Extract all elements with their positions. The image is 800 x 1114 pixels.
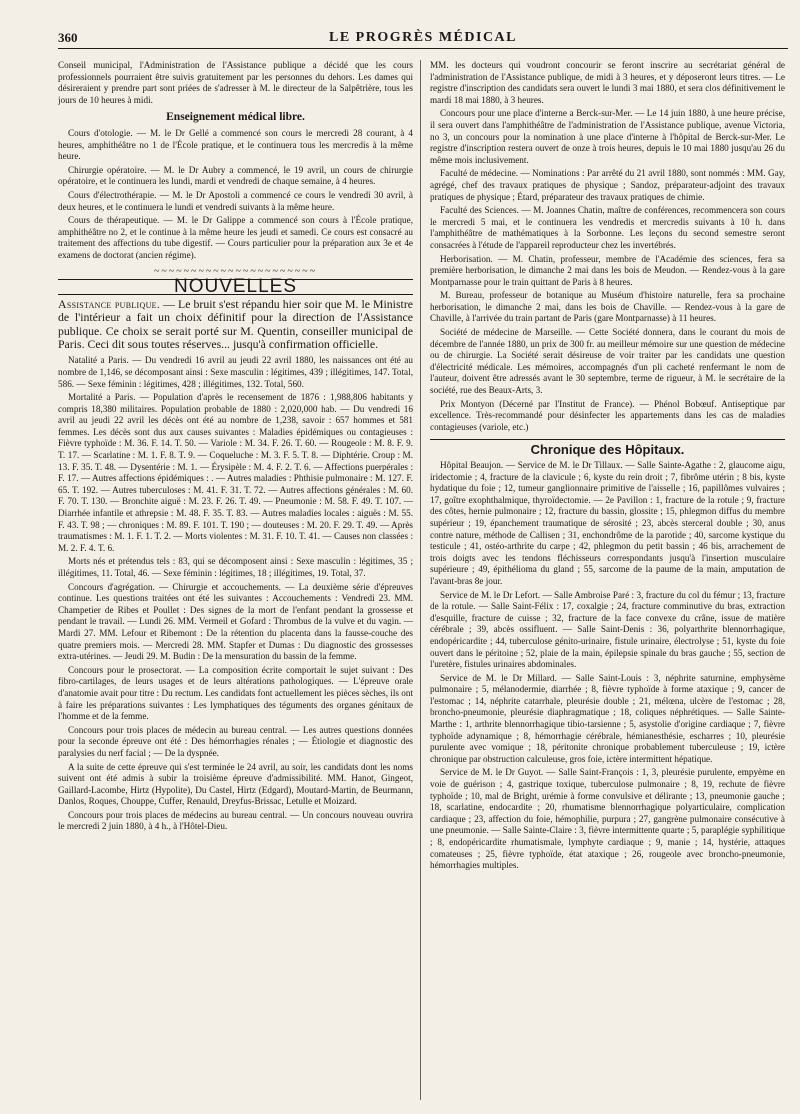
lead-label: Assistance publique.	[58, 296, 161, 311]
enseignement-title: Enseignement médical libre.	[166, 111, 305, 124]
right-paragraph: Société de médecine de Marseille. — Cette Société donnera, dans le courant du mois de décembre de l'année 1880, un prix de 300 fr. au meilleur mémoire sur une question de médecine ou de chirurgie. La Société serait désireuse de voir traiter par les candidats une question d'électricité médicale. Les mémoires, accompagnés d'un pli cacheté renfermant le nom de l'auteur, doivent être adressés avant le 30 septembre, terme de rigueur, à M. le secrétaire de la société, rue des Beaux-Arts, 3.	[430, 327, 785, 396]
chronique-paragraph: Service de M. le Dr Millard. — Salle Saint-Louis : 3, néphrite saturnine, emphysème pulmonaire ; 5, mélanodermie, diarrhée ; 8, fièvre typhoïde à forme ataxique ; 9, cancer de l'estomac ; 14, néphrite catarrhale, pleurésie double ; 21, mélœna, ulcère de l'estomac ; 28, broncho-pneumonie, pleurésie diaphragmatique ; 18, coliques néphrétiques. — Salle Sainte-Marthe : 1, arthrite blennorrhagique tibio-tarsienne ; 5, asystolie d'origine cardiaque ; 7, fièvre typhoïde adynamique ; 8, hémorrhagie cérébrale, hémianesthésie, escharres ; 10, pleurésie purulente avec vomique ; 18, péritonite chronique probablement tuberculeuse ; 19, ictère chronique par obstruction calculeuse, gros foie, ictère intermittent hépatique.	[430, 672, 785, 764]
enseignement-paragraph: Cours d'otologie. — M. le Dr Gellé a commencé son cours le mercredi 28 courant, à 4 heures, amphithéâtre no 1 de l'École pratique, et le continuera tous les mercredis à la même heure.	[58, 127, 413, 162]
right-paragraph: M. Bureau, professeur de botanique au Muséum d'histoire naturelle, fera sa prochaine herborisation, le dimanche 2 mai, dans les bois de Chaville. — Rendez-vous à la gare de Chaville, à l'arrivée du train partant de Paris (gare Montparnasse) à 11 heures.	[430, 290, 785, 324]
page-header	[58, 30, 788, 49]
right-paragraph: Faculté des Sciences. — M. Joannes Chatin, maître de conférences, recommencera son cours le mercredi 5 mai, et le continuera les vendredis et mercredis suivants à 10 h. dans l'amphithéâtre de mathématiques à la Sorbonne. Les leçons du second semestre seront consacrées à l'étude de l'appareil reproducteur chez les invertébrés.	[430, 205, 785, 250]
column-divider	[420, 60, 421, 1100]
nouvelles-paragraph: Natalité a Paris. — Du vendredi 16 avril au jeudi 22 avril 1880, les naissances ont été au nombre de 1,146, se décomposant ainsi : Sexe masculin : légitimes, 439 ; illégitimes, 147. Total, 586. — Sexe féminin : légitimes, 428 ; illégitimes, 132. Total, 560.	[58, 355, 413, 389]
nouvelles-paragraph: A la suite de cette épreuve qui s'est terminée le 24 avril, au soir, les candidats dont les noms suivent ont été admis à subir la troisième épreuve d'admissibilité. MM. Hanot, Gingeot, Gaillard-Lacombe, Hirtz (Hypolite), Du Castel, Hirtz (Edgard), Moutard-Martin, de Beurmann, Danlos, Roques, Chouppe, Cuffer, Renauld, Dreyfus-Brissac, Letulle et Moizard.	[58, 761, 413, 807]
left-column	[58, 60, 413, 1100]
section-ornament: ~~~~~~~~~~~~~~~~~~~~~~	[153, 265, 318, 277]
nouvelles-paragraph: Concours pour trois places de médecin au bureau central. — Les autres questions données pour la seconde épreuve ont été : Des hémorrhagies rénales ; — Étiologie et diagnostic des paralysies du nerf facial ; — De la dyspnée.	[58, 724, 413, 758]
chronique-title: Chronique des Hôpitaux.	[430, 439, 785, 456]
enseignement-paragraph: Chirurgie opératoire. — M. le Dr Aubry a commencé, le 19 avril, un cours de chirurgie opératoire, et le continuera les lundi, mardi et vendredi de chaque semaine, à 4 heures.	[58, 164, 413, 187]
right-column	[430, 60, 785, 1100]
right-paragraph: Prix Montyon (Décerné par l'Institut de France). — Phénol Bobœuf. Antiseptique par excellence. Très-recommandé pour désinfecter les appartements dans les cas de maladies contagieuses (variole, etc.)	[430, 398, 785, 432]
lead-text: — Le bruit s'est répandu hier soir que M. le Ministre de l'intérieur a fait un choix définitif pour la direction de l'Assistance publique. Ce choix se serait porté sur M. Quentin, conseiller municipal de Paris. Ceci dit sous toutes réserves... jusqu'à confirmation officielle.	[58, 296, 413, 351]
page-number: 360	[58, 30, 78, 45]
intro-paragraph: Conseil municipal, l'Administration de l'Assistance publique a décidé que les cours professionnels pourraient être suivis gratuitement par les personnes du dehors. Les dames qui désireraient y prendre part sont priées de s'adresser à M. le directeur de la Salpêtrière, tous les jours de 10 heures à midi.	[58, 60, 413, 105]
right-paragraph: MM. les docteurs qui voudront concourir se feront inscrire au secrétariat général de l'administration de l'Assistance publique, de midi à 3 heures, et y déposeront leurs titres. — Le registre d'inscription des candidats sera ouvert le lundi 3 mai 1880, et sera clos définitivement le mardi 18 mai 1880, à 3 heures.	[430, 60, 785, 105]
nouvelles-title: NOUVELLES	[58, 279, 413, 295]
enseignement-paragraph: Cours de thérapeutique. — M. le Dr Galippe a commencé son cours à l'École pratique, amphithéâtre no 2, et le continue à la même heure les jeudi et samedi. Ce cours est consacré au traitement des affections du tube digestif. — Cours particulier pour la préparation aux 3e et 4e examens de doctorat (ancien régime).	[58, 215, 413, 260]
right-paragraph: Faculté de médecine. — Nominations : Par arrêté du 21 avril 1880, sont nommés : MM. Gay, agrégé, chef des travaux pratiques de physique ; Sandoz, préparateur-adjoint des travaux pratiques de physique ; Étard, préparateur des travaux pratiques de chimie.	[430, 168, 785, 202]
journal-title: LE PROGRÈS MÉDICAL	[328, 30, 518, 45]
nouvelles-paragraph: Concours pour le prosectorat. — La composition écrite comportait le sujet suivant : Des fibro-cartilages, de leurs usages et de leurs altérations pathologiques. — L'épreuve orale d'anatomie avait pour titre : Du rectum. Les candidats font actuellement les pièces sèches, ils ont à faire les préparations suivantes : Les lymphatiques des téguments des organes génitaux de l'homme et de la femme.	[58, 664, 413, 722]
nouvelles-paragraph: Concours d'agrégation. — Chirurgie et accouchements. — La deuxième série d'épreuves continue. Les questions traitées ont été les suivantes : Accouchements : Vendredi 23. MM. Champetier de Ribes et Poullet : Des signes de la mort de l'enfant pendant la grossesse et pendant le travail. — Lundi 26. MM. Vermeil et Gofard : Thrombus de la vulve et du vagin. — Mardi 27. MM. Lefour et Ribemont : De la rétention du placenta dans la fausse-couche des quatre premiers mois. — Mercredi 28. MM. Stapfer et Dumas : Du diagnostic des grossesses extra-utérines. — Jeudi 29. M. Budin : De la mensuration du bassin de la femme.	[58, 581, 413, 662]
chronique-paragraph: Service de M. le Dr Guyot. — Salle Saint-François : 1, 3, pleurésie purulente, empyème en voie de guérison ; 4, gastrique toxique, tuberculose pulmonaire ; 8, 19, rechute de fièvre typhoïde ; 10, mal de Bright, urémie à forme convulsive et délirante ; 13, pneumonie gauche ; 18, scarlatine, endocardite ; 20, rhumatisme blennorrhagique polyarticulaire, complication cardiaque ; 23, affection du foie, hémophilie, purpura ; 27, gangrène pulmonaire consécutive à une pneumonie. — Salle Sainte-Claire : 3, fièvre intermittente quarte ; 5, paraplégie syphilitique ; 8, endopéricardite rhumatismale, lymphyte cardiaque ; 9, manie ; 14, hystérie, attaques comateuses ; 25, fièvre typhoïde, état ataxique ; 26, rougeole avec broncho-pneumonie, hémorrhagies multiples.	[430, 767, 785, 871]
right-paragraph: Concours pour une place d'interne a Berck-sur-Mer. — Le 14 juin 1880, à une heure précise, il sera ouvert dans l'amphithéâtre de l'administration de l'Assistance publique, avenue Victoria, no 3, un concours pour la nomination à une place d'interne à l'hôpital de Berck-sur-Mer. Le registre d'inscription restera ouvert de onze à trois heures, depuis le 10 mai 1880 jusqu'au 26 du même mois inclusivement.	[430, 108, 785, 165]
chronique-paragraph: Hôpital Beaujon. — Service de M. le Dr Tillaux. — Salle Sainte-Agathe : 2, glaucome aigu, iridectomie ; 4, fracture de la clavicule ; 6, kyste du rein droit ; 7, fibrôme utérin ; 8 bis, kyste hydatique du foie ; 12, tumeur ganglionnaire primitive de l'aisselle ; 16, papillômes vulvaires ; 17, goître exophthalmique, thyroïdectomie. — 2e Pavillon : 1, fracture de la rotule ; 9, fracture des côtes, hernie pulmonaire ; 12, fracture du bassin, glossite ; 15, phlegmon diffus du membre supérieur ; 19, épanchement traumatique de sérosité ; 23, abcès sterceral double ; 30, anus contre nature, méthode de Callisen ; 31, enchondrôme de la parotide ; 40, sarcome kystique du testicule ; 41, ostéo-arthrite du carpe ; 42, phlegmon du petit bassin ; 46 bis, arrachement de trois doigts avec les tendons fléchisseurs correspondants jusqu'à l'insertion musculaire supérieure ; 49, épithélioma du gland ; 55, sarcome de la paume de la main, amputation de l'avant-bras 8e jour.	[430, 460, 785, 586]
enseignement-paragraph: Cours d'électrothérapie. — M. le Dr Apostoli a commencé ce cours le vendredi 30 avril, à deux heures, et le continuera le lundi et vendredi suivants à la même heure.	[58, 189, 413, 212]
nouvelles-paragraph: Mortalité a Paris. — Population d'après le recensement de 1876 : 1,988,806 habitants y compris 18,380 militaires. Population probable de 1880 : 2,020,000 hab. — Du vendredi 16 avril au jeudi 22 avril les décès ont été au nombre de 1,238, savoir : 657 hommes et 581 femmes. Les décès sont dus aux causes suivantes : Maladies épidémiques ou contagieuses : Fièvre typhoïde : M. 36. F. 14. T. 50. — Variole : M. 34. F. 26. T. 60. — Rougeole : M. 8. F. 9. T. 17. — Scarlatine : M. 1. F. 8. T. 9. — Coqueluche : M. 3. F. 5. T. 8. — Diphtérie. Croup : M. 13. F. 35. T. 48. — Dysentérie : M. 1. — Érysipèle : M. 4. F. 2. T. 6. — Affections puerpérales : F. 17. — Autres affections épidémiques : . — Autres maladies : Phthisie pulmonaire : M. 127. F. 65. T. 192. — Autres tuberculoses : M. 41. F. 31. T. 72. — Autres affections générales : M. 60. F. 70. T. 130. — Bronchite aiguë : M. 23. F. 26. T. 49. — Pneumonie : M. 58. F. 49. T. 107. — Diarrhée infantile et athrepsie : M. 48. F. 35. T. 83. — Autres maladies locales : aiguës : M. 55. F. 43. T. 98 ; — chroniques : M. 89. F. 101. T. 190 ; — douteuses : M. 20. F. 29. T. 49. — Après traumatismes : M. 1. F. 1. T. 2. — Morts violentes : M. 31. F. 10. T. 41. — Causes non classées : M. 2. F. 4. T. 6.	[58, 392, 413, 553]
lead-paragraph	[58, 298, 413, 352]
nouvelles-paragraph: Morts nés et prétendus tels : 83, qui se décomposent ainsi : Sexe masculin : légitimes, 35 ; illégitimes, 11. Total, 46. — Sexe féminin : légitimes, 18 ; illégitimes, 19. Total, 37.	[58, 556, 413, 578]
nouvelles-paragraph: Concours pour trois places de médecins au bureau central. — Un concours nouveau ouvrira le mercredi 2 juin 1880, à 4 h., à l'Hôtel-Dieu.	[58, 809, 413, 832]
chronique-paragraph: Service de M. le Dr Lefort. — Salle Ambroise Paré : 3, fracture du col du fémur ; 13, fracture de la rotule. — Salle Saint-Félix : 17, coxalgie ; 24, fracture comminutive du bras, extraction d'esquille, fracture de cuisse ; 32, fracture de la face convexe du crâne, issue de matière cérébrale ; 39, abcès ossifluent. — Salle Saint-Denis : 36, polyarthrite blennorrhagique, endopéricardite ; 44, tuberculose génito-urinaire, fistule urinaire, électrolyse ; 51, kyste du foie ouvert dans le péritoine ; 52, plaie de la main, épilepsie spinale du bras gauche ; 55, section de l'uretère, fistules urinaires abdominales.	[430, 589, 785, 670]
right-paragraph: Herborisation. — M. Chatin, professeur, membre de l'Académie des sciences, fera sa première herborisation, le dimanche 2 mai dans les bois de Meudon. — Rendez-vous à la gare Montparnasse pour le train quittant de Paris à 8 heures.	[430, 253, 785, 287]
